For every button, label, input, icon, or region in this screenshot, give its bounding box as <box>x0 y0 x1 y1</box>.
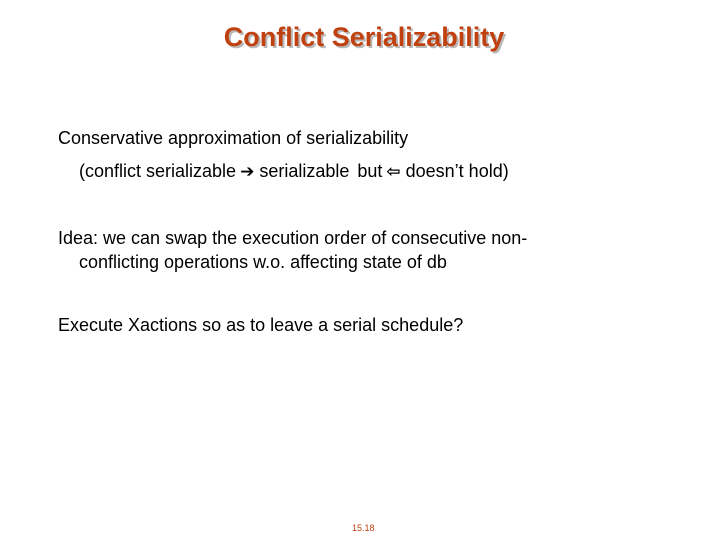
idea-line-1: Idea: we can swap the execution order of consecutive non- <box>58 228 528 248</box>
approximation-line: Conservative approximation of serializability <box>58 128 409 148</box>
right-arrow-icon: ➔ <box>240 162 255 182</box>
implication-open-text: (conflict serializable <box>79 161 237 181</box>
left-arrow-icon: ⇦ <box>386 162 401 182</box>
page-number: 15.18 <box>352 523 375 533</box>
implication-but-text: but <box>357 161 383 181</box>
implication-middle-text: serializable <box>259 161 350 181</box>
implication-line <box>79 159 509 184</box>
slide-title: Conflict Serializability <box>223 22 505 52</box>
idea-line-2: conflicting operations w.o. affecting state of db <box>79 252 447 272</box>
execute-line: Execute Xactions so as to leave a serial schedule? <box>58 315 464 335</box>
implication-close-text: doesn’t hold) <box>405 161 509 181</box>
